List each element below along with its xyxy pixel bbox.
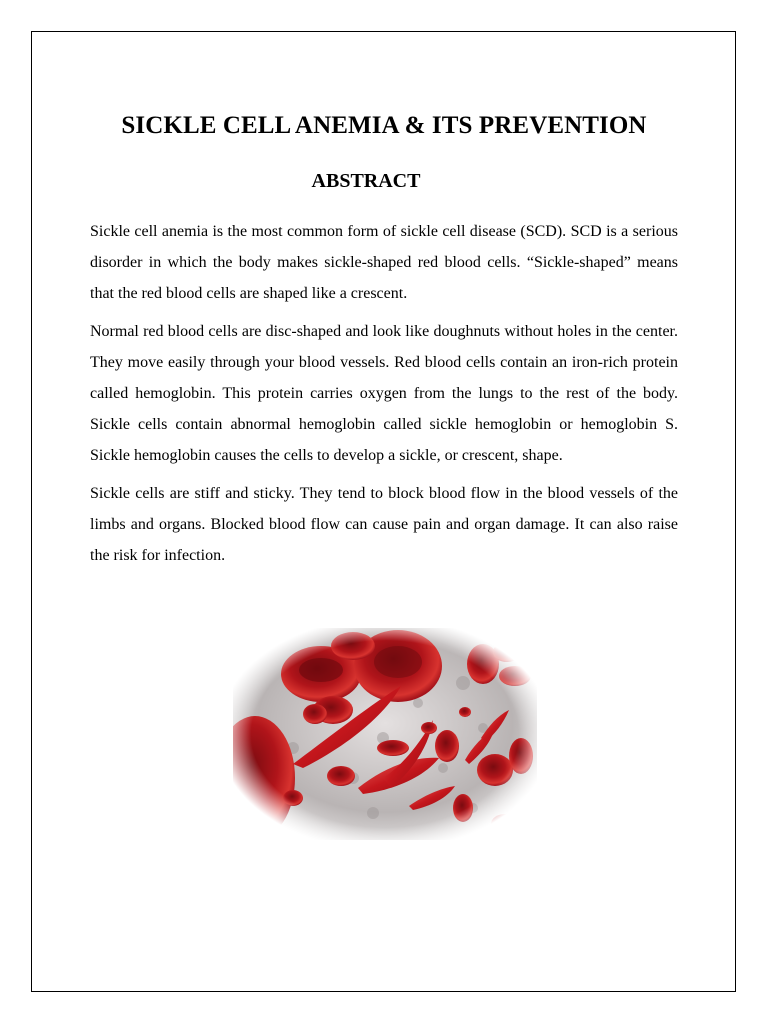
document-title: SICKLE CELL ANEMIA & ITS PREVENTION (121, 112, 647, 139)
paragraph-3: Sickle cells are stiff and sticky. They tend to block blood flow in the blood vessels of the limbs and organs. Blocked blood flow can cause pain and organ damage. It can also raise the risk for infection. (90, 485, 678, 564)
section-heading-abstract: ABSTRACT (311, 170, 421, 192)
blood-cells-illustration-icon (233, 628, 537, 840)
abstract-body (90, 216, 678, 578)
blood-cells-figure (233, 628, 537, 840)
paragraph-1: Sickle cell anemia is the most common form of sickle cell disease (SCD). SCD is a serious disorder in which the body makes sickle-shaped red blood cells. “Sickle-shaped” means that the red blood cells are shaped like a crescent. (90, 223, 678, 302)
paragraph-2: Normal red blood cells are disc-shaped and look like doughnuts without holes in the center. They move easily through your blood vessels. Red blood cells contain an iron-rich protein called hemoglobin. This protein carries oxygen from the lungs to the rest of the body. Sickle cells contain abnormal hemoglobin called sickle hemoglobin or hemoglobin S. Sickle hemoglobin causes the cells to develop a sickle, or crescent, shape. (90, 323, 678, 464)
